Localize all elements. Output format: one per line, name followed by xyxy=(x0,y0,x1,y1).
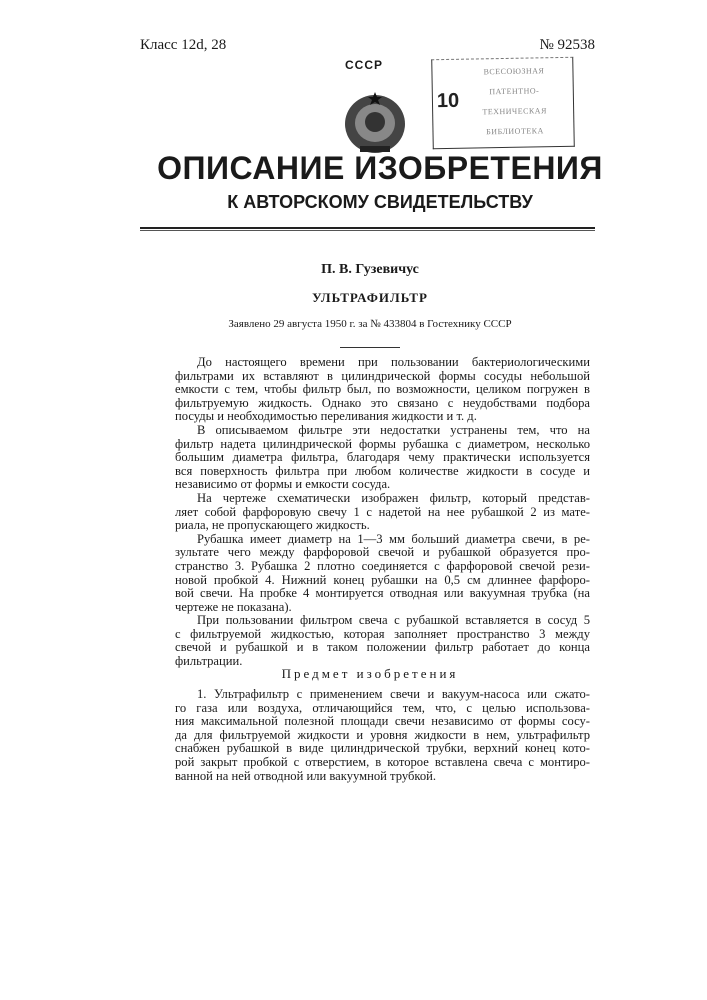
text-line: посуды и необходимостью переливания жидкости и т. д. xyxy=(175,410,590,424)
paragraph xyxy=(175,688,590,783)
text-line: Рубашка имеет диаметр на 1—3 мм больший диаметра свечи, в ре- xyxy=(175,533,590,547)
claims-heading: Предмет изобретения xyxy=(140,666,600,682)
paragraph xyxy=(175,533,590,615)
text-line: На чертеже схематически изображен фильтр, который представ- xyxy=(175,492,590,506)
text-line: с фильтруемой жидкостью, которая заполняет пространство 3 между xyxy=(175,628,590,642)
text-line: странство 3. Рубашка 2 плотно соединяется с фарфоровой свечой рези- xyxy=(175,560,590,574)
stamp-line: БИБЛИОТЕКА xyxy=(467,126,562,137)
text-line: зультате чего между фарфоровой свечой и рубашкой образуется про- xyxy=(175,546,590,560)
text-line: фильтр надета цилиндрической формы рубашка с диаметром, несколько xyxy=(175,438,590,452)
invention-name: УЛЬТРАФИЛЬТР xyxy=(140,290,600,306)
text-line: вся поверхность фильтра при любом количестве жидкости в сосуде и xyxy=(175,465,590,479)
text-line: независимо от формы и емкости сосуда. xyxy=(175,478,590,492)
text-line: В описываемом фильтре эти недостатки устранены тем, что на xyxy=(175,424,590,438)
text-line: 1. Ультрафильтр с применением свечи и вакуум-насоса или сжато- xyxy=(175,688,590,702)
paragraph xyxy=(175,424,590,492)
claims-text xyxy=(175,688,590,783)
stamp-line: ПАТЕНТНО- xyxy=(467,86,562,97)
text-line: рой закрыт пробкой с отверстием, в которое вставлена свеча с монтиро- xyxy=(175,756,590,770)
text-line: риала, не пропускающего жидкость. xyxy=(175,519,590,533)
country-label: СССР xyxy=(345,58,383,72)
text-line: да для фильтруемой жидкости и уровня жидкости в нем, ультрафильтр xyxy=(175,729,590,743)
text-line: вой свечи. На пробке 4 монтируется отводная или вакуумная трубка (на xyxy=(175,587,590,601)
library-stamp xyxy=(431,57,575,149)
text-line: чертеже не показана). xyxy=(175,601,590,615)
text-line: новой пробкой 4. Нижний конец рубашки на 0,5 см длиннее фарфоро- xyxy=(175,574,590,588)
text-line: го газа или воздуха, отличающийся тем, что, с целью использова- xyxy=(175,702,590,716)
text-line: свечой и рубашкой и в таком положении фильтр работает до конца xyxy=(175,641,590,655)
author: П. В. Гузевичус xyxy=(140,262,600,278)
header-divider xyxy=(140,227,595,231)
document-title: ОПИСАНИЕ ИЗОБРЕТЕНИЯ xyxy=(140,150,620,187)
text-line: большим диаметра фильтра, благодаря чему практически используется xyxy=(175,451,590,465)
text-line: фильтрами их вставляют в цилиндрической формы сосуды небольшой xyxy=(175,370,590,384)
text-line: До настоящего времени при пользовании бактериологическими xyxy=(175,356,590,370)
patent-number: № 92538 xyxy=(520,37,595,54)
text-line: емкости с тем, чтобы фильтр был, по возможности, целиком погружен в xyxy=(175,383,590,397)
filing-info: Заявлено 29 августа 1950 г. за № 433804 в Гостехнику СССР xyxy=(140,318,600,330)
stamp-line: ТЕХНИЧЕСКАЯ xyxy=(467,106,562,117)
paragraph xyxy=(175,356,590,424)
patent-class: Класс 12d, 28 xyxy=(140,37,226,54)
short-divider xyxy=(340,347,400,348)
text-line: фильтруемую жидкость. Однако это связано с неудобствами подбора xyxy=(175,397,590,411)
paragraph xyxy=(175,614,590,668)
stamp-number: 10 xyxy=(437,90,460,113)
text-line: ляет собой фарфоровую свечу 1 с надетой на нее рубашкой 2 из мате- xyxy=(175,506,590,520)
document-subtitle: К АВТОРСКОМУ СВИДЕТЕЛЬСТВУ xyxy=(140,192,620,213)
stamp-line: ВСЕСОЮЗНАЯ xyxy=(466,66,561,77)
description-text xyxy=(175,356,590,669)
paragraph xyxy=(175,492,590,533)
text-line: При пользовании фильтром свеча с рубашкой вставляется в сосуд 5 xyxy=(175,614,590,628)
text-line: снабжен рубашкой в виде цилиндрической трубки, верхний конец кото- xyxy=(175,742,590,756)
text-line: ния максимальной полезной площади свечи независимо от формы сосу- xyxy=(175,715,590,729)
text-line: фильтрации. xyxy=(175,655,590,669)
text-line: ванной на ней отводной или вакуумной трубкой. xyxy=(175,770,590,784)
